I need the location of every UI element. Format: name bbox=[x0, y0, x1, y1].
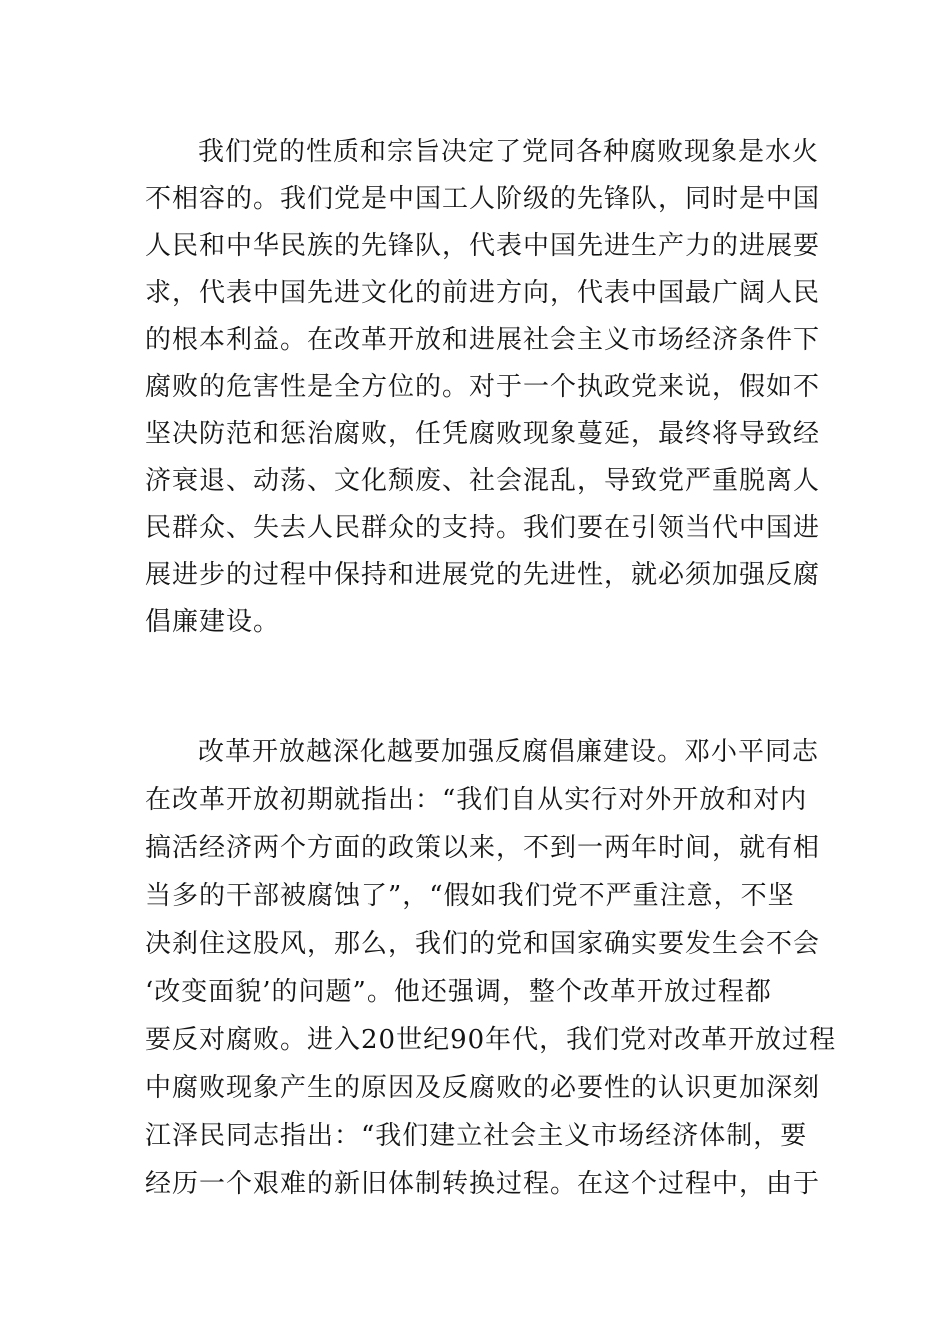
text-line: 搞活经济两个方面的政策以来，不到一两年时间，就有相 bbox=[145, 833, 821, 863]
text-line: 经历一个艰难的新旧体制转换过程。在这个过程中，由于 bbox=[145, 1169, 821, 1199]
text-line: 要反对腐败。进入20世纪90年代，我们党对改革开放过程 bbox=[145, 1025, 837, 1055]
text-line: 改革开放越深化越要加强反腐倡廉建设。邓小平同志 bbox=[198, 737, 820, 767]
text-line: ‘改变面貌’的问题”。他还强调，整个改革开放过程都 bbox=[145, 977, 772, 1007]
text-line: 济衰退、动荡、文化颓废、社会混乱，导致党严重脱离人 bbox=[145, 466, 821, 496]
text-line: 我们党的性质和宗旨决定了党同各种腐败现象是水火 bbox=[198, 137, 820, 167]
text-line: 当多的干部被腐蚀了”，“假如我们党不严重注意，不坚 bbox=[145, 881, 795, 911]
text-line: 求，代表中国先进文化的前进方向，代表中国最广阔人民 bbox=[145, 278, 821, 308]
text-line: 决刹住这股风，那么，我们的党和国家确实要发生会不会 bbox=[145, 929, 821, 959]
text-line: 腐败的危害性是全方位的。对于一个执政党来说，假如不 bbox=[145, 372, 821, 402]
text-line: 不相容的。我们党是中国工人阶级的先锋队，同时是中国 bbox=[145, 184, 821, 214]
text-line: 民群众、失去人民群众的支持。我们要在引领当代中国进 bbox=[145, 513, 821, 543]
text-line: 在改革开放初期就指出：“我们自从实行对外开放和对内 bbox=[145, 785, 808, 815]
text-line: 江泽民同志指出：“我们建立社会主义市场经济体制，要 bbox=[145, 1121, 808, 1151]
text-line: 的根本利益。在改革开放和进展社会主义市场经济条件下 bbox=[145, 325, 821, 355]
text-line: 坚决防范和惩治腐败，任凭腐败现象蔓延，最终将导致经 bbox=[145, 419, 821, 449]
text-line: 展进步的过程中保持和进展党的先进性，就必须加强反腐 bbox=[145, 560, 821, 590]
text-line: 人民和中华民族的先锋队，代表中国先进生产力的进展要 bbox=[145, 231, 821, 261]
text-line: 中腐败现象产生的原因及反腐败的必要性的认识更加深刻 bbox=[145, 1073, 821, 1103]
text-line: 倡廉建设。 bbox=[145, 607, 281, 637]
